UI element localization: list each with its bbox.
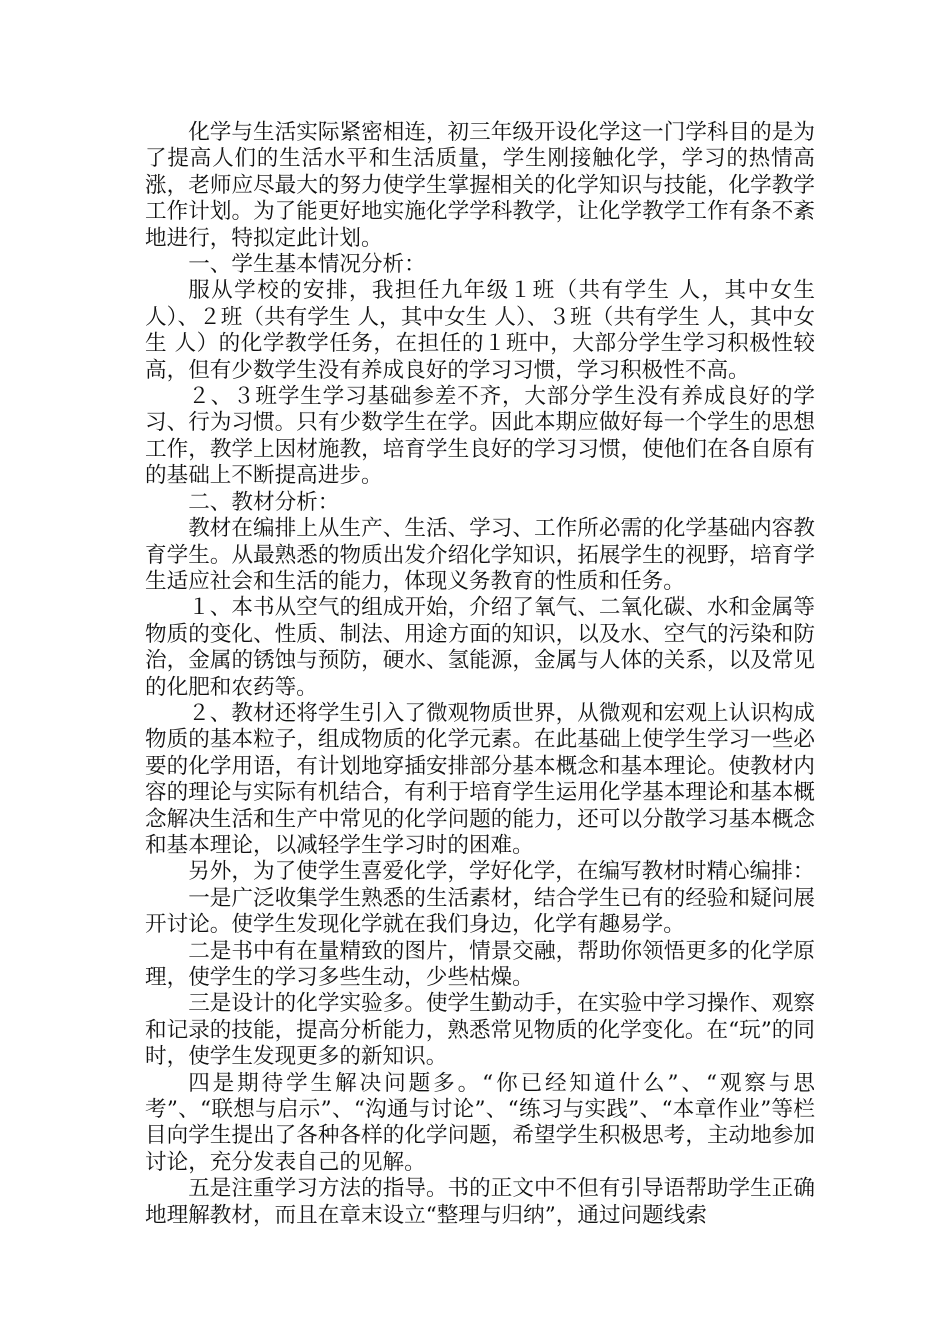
paragraph-feature-5: 五是注重学习方法的指导。书的正文中不但有引导语帮助学生正确地理解教材，而且在章末设立“整理与归纳”，通过问题线索 (145, 1176, 815, 1228)
paragraph-feature-3: 三是设计的化学实验多。使学生勤动手，在实验中学习操作、观察和记录的技能，提高分析能力，熟悉常见物质的化学变化。在“玩”的同时，使学生发现更多的新知识。 (145, 991, 815, 1070)
document-body (145, 120, 815, 1229)
paragraph-intro: 化学与生活实际紧密相连，初三年级开设化学这一门学科目的是为了提高人们的生活水平和生活质量，学生刚接触化学，学习的热情高涨，老师应尽最大的努力使学生掌握相关的化学知识与技能，化学教学工作计划。为了能更好地实施化学学科教学，让化学教学工作有条不紊地进行，特拟定此计划。 (145, 120, 815, 251)
paragraph-feature-2: 二是书中有在量精致的图片，情景交融，帮助你领悟更多的化学原理，使学生的学习多些生动，少些枯燥。 (145, 938, 815, 990)
section-heading-textbook-analysis: 二、教材分析： (188, 489, 340, 515)
section-heading-student-analysis: 一、学生基本情况分析： (188, 252, 426, 278)
paragraph-textbook-point-1: １、本书从空气的组成开始，介绍了氧气、二氧化碳、水和金属等物质的变化、性质、制法、用途方面的知识，以及水、空气的污染和防治，金属的锈蚀与预防，硬水、氢能源，金属与人体的关系，以及常见的化肥和农药等。 (145, 595, 815, 700)
paragraph-textbook-overview: 教材在编排上从生产、生活、学习、工作所必需的化学基础内容教育学生。从最熟悉的物质出发介绍化学知识，拓展学生的视野，培育学生适应社会和生活的能力，体现义务教育的性质和任务。 (145, 516, 815, 594)
paragraph-class-2-3: ２、３班学生学习基础参差不齐，大部分学生没有养成良好的学习、行为习惯。只有少数学生在学。因此本期应做好每一个学生的思想工作，教学上因材施教，培育学生良好的学习习惯，使他们在各自原有的基础上不断提高进步。 (145, 384, 815, 489)
paragraph-class-1: 服从学校的安排，我担任九年级１班（共有学生 人，其中女生 人）、２班（共有学生 人，其中女生 人）、３班（共有学生 人，其中女生 人）的化学教学任务，在担任的１班中，大部分学生学习积极性较高，但有少数学生没有养成良好的学习习惯，学习积极性不高。 (145, 278, 815, 383)
paragraph-feature-1: 一是广泛收集学生熟悉的生活素材，结合学生已有的经验和疑问展开讨论。使学生发现化学就在我们身边，化学有趣易学。 (145, 885, 815, 938)
paragraph-arrangement-intro: 另外，为了使学生喜爱化学，学好化学，在编写教材时精心编排： (188, 859, 815, 885)
paragraph-textbook-point-2: ２、教材还将学生引入了微观物质世界，从微观和宏观上认识构成物质的基本粒子，组成物质的化学元素。在此基础上使学生学习一些必要的化学用语，有计划地穿插安排部分基本概念和基本理论。使教材内容的理论与实际有机结合，有利于培育学生运用化学基本理论和基本概念解决生活和生产中常见的化学问题的能力，还可以分散学习基本概念和基本理论，以减轻学生学习时的困难。 (145, 700, 815, 858)
paragraph-feature-4: 四是期待学生解决问题多。“你已经知道什么”、“观察与思考”、“联想与启示”、“沟通与讨论”、“练习与实践”、“本章作业”等栏目向学生提出了各种各样的化学问题，希望学生积极思考，主动地参加讨论，充分发表自己的见解。 (145, 1070, 815, 1175)
